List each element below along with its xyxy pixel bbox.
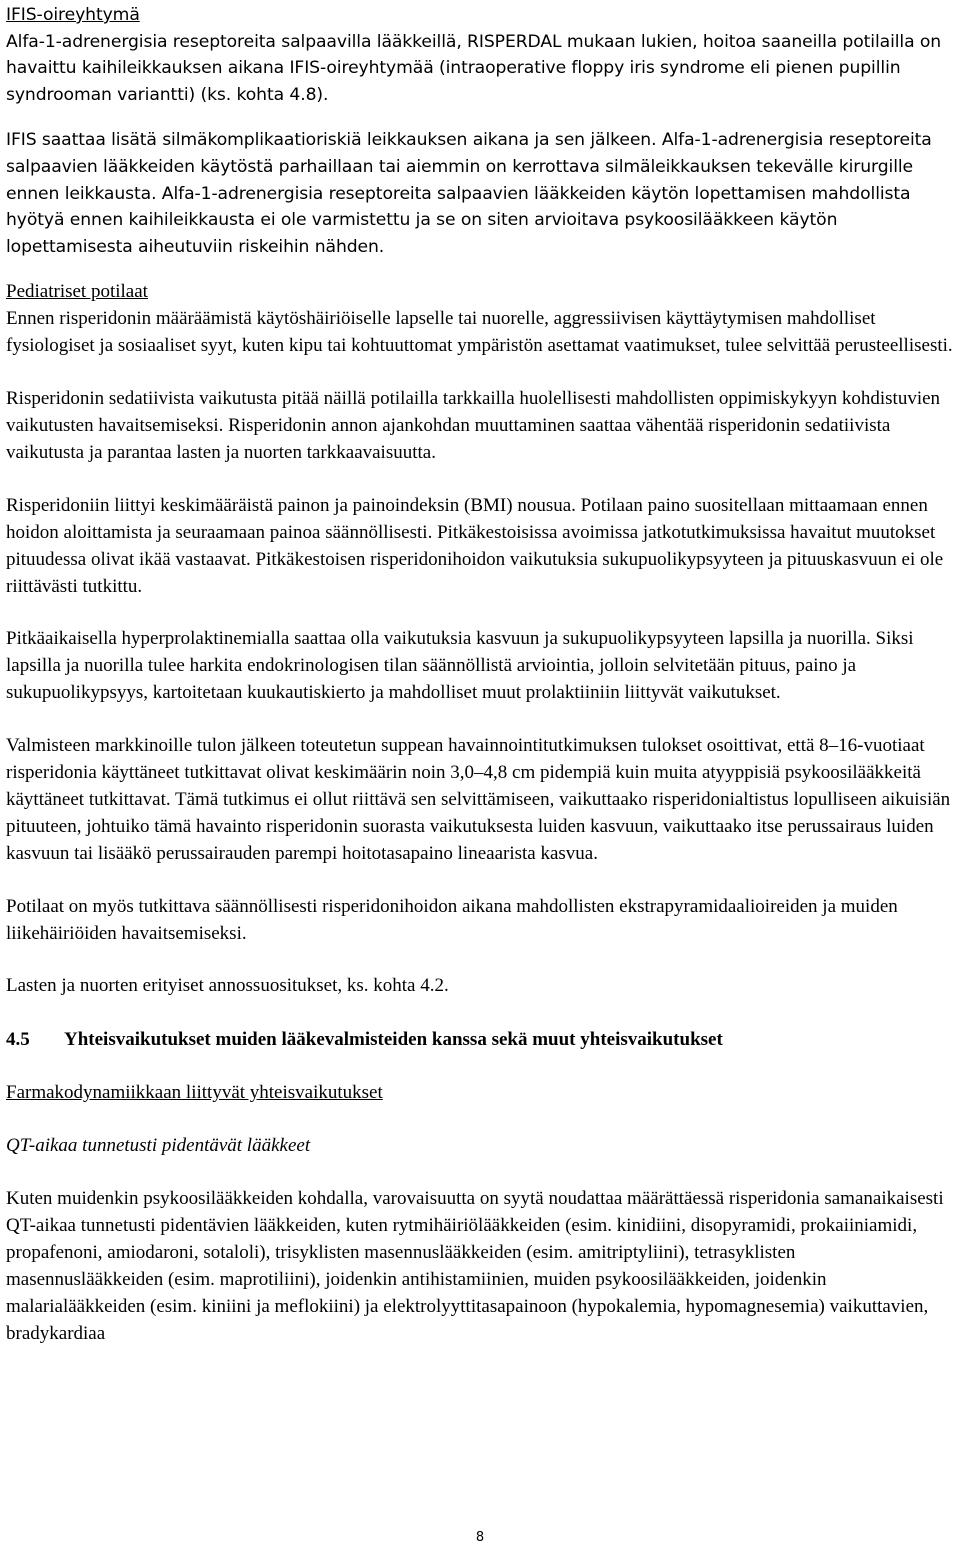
section-4-5-body bbox=[6, 1080, 956, 1347]
pediatric-paragraph-5: Valmisteen markkinoille tulon jälkeen toteutetun suppean havainnointitutkimuksen tulokset osoittivat, että 8–16-vuotiaat risperidonia käyttäneet tutkittavat olivat keskimäärin noin 3,0–4,8 cm pidempiä kuin muita atyyppisiä psykoosilääkkeitä käyttäneet tutkittavat. Tämä tutkimus ei ollut riittävä sen selvittämiseen, vaikuttaako risperidonialtistus lopulliseen aikuisiän pituuteen, johtuiko tämä havainto risperidonin suorasta vaikutuksesta luiden kasvuun, vaikuttaako itse perussairaus luiden kasvuun tai lisääkö perussairauden parempi hoitotasapaino lineaarista kasvua. bbox=[6, 735, 951, 864]
pediatric-paragraph-1: Ennen risperidonin määräämistä käytöshäiriöiselle lapselle tai nuorelle, aggressiivisen käyttäytymisen mahdolliset fysiologiset ja sosiaaliset syyt, kuten kipu tai kohtuuttomat ympäristön asettamat vaatimukset, tulee selvittää perusteellisesti. bbox=[6, 308, 953, 357]
qt-paragraph: Kuten muidenkin psykoosilääkkeiden kohdalla, varovaisuutta on syytä noudattaa määrättäessä risperidonia samanaikaisesti QT-aikaa tunnetusti pidentävien lääkkeiden, kuten rytmihäiriölääkkeiden (esim. kinidiini, disopyramidi, prokaiiniamidi, propafenoni, amiodaroni, sotaloli), trisyklisten masennuslääkkeiden (esim. amitriptyliini), tetrasyklisten masennuslääkkeiden (esim. maprotiliini), joidenkin antihistamiinien, muiden psykoosilääkkeiden, joidenkin malarialääkkeiden (esim. kiniini ja meflokiini) ja elektrolyyttitasapainoon (hypokalemia, hypomagnesemia) vaikuttavien, bradykardiaa bbox=[6, 1188, 944, 1344]
section-number: 4.5 bbox=[6, 1029, 30, 1051]
pediatric-paragraph-3: Risperidoniin liittyi keskimääräistä painon ja painoindeksin (BMI) nousua. Potilaan paino suositellaan mittaamaan ennen hoidon aloittamista ja seuraamaan painoa säännöllisesti. Pitkäkestoisissa avoimissa jatkotutkimuksissa havaitut muutokset pituudessa olivat ikää vastaavat. Pitkäkestoisen risperidonihoidon vaikutuksia sukupuolikypsyyteen ja pituuskasvuun ei ole riittävästi tutkittu. bbox=[6, 494, 944, 597]
pediatric-section bbox=[6, 279, 956, 1000]
page-number: 8 bbox=[475, 1530, 485, 1545]
document-page bbox=[6, 2, 956, 1348]
pharmacodynamic-subheading: Farmakodynamiikkaan liittyvät yhteisvaikutukset bbox=[6, 1082, 383, 1104]
pediatric-paragraph-6: Potilaat on myös tutkittava säännöllisesti risperidonihoidon aikana mahdollisten ekstrapyramidaalioireiden ja muiden liikehäiriöiden havaitsemiseksi. bbox=[6, 895, 898, 944]
section-4-5-heading bbox=[6, 1027, 956, 1054]
qt-subheading: QT-aikaa tunnetusti pidentävät lääkkeet bbox=[6, 1135, 311, 1157]
pediatric-paragraph-4: Pitkäaikaisella hyperprolaktinemialla saattaa olla vaikutuksia kasvuun ja sukupuolikypsyyteen lapsilla ja nuorilla. Siksi lapsilla ja nuorilla tulee harkita endokrinologisen tilan säännöllistä arviointia, jolloin selvitetään pituus, paino ja sukupuolikypsyys, kartoitetaan kuukautiskierto ja mahdolliset muut prolaktiiniin liittyvät vaikutukset. bbox=[6, 628, 914, 704]
ifis-section bbox=[6, 2, 956, 260]
pediatric-heading: Pediatriset potilaat bbox=[6, 281, 148, 303]
ifis-heading: IFIS-oireyhtymä bbox=[6, 5, 140, 25]
pediatric-paragraph-7: Lasten ja nuorten erityiset annossuositukset, ks. kohta 4.2. bbox=[6, 975, 449, 997]
pediatric-paragraph-2: Risperidonin sedatiivista vaikutusta pitää näillä potilailla tarkkailla huolellisesti mahdollisten oppimiskykyyn kohdistuvien vaikutusten havaitsemiseksi. Risperidonin annon ajankohdan muuttaminen saattaa vähentää risperidonin sedatiivista vaikutusta ja parantaa lasten ja nuorten tarkkaavaisuutta. bbox=[6, 388, 941, 463]
section-title: Yhteisvaikutukset muiden lääkevalmisteiden kanssa sekä muut yhteisvaikutukset bbox=[64, 1029, 723, 1051]
ifis-paragraph-2: IFIS saattaa lisätä silmäkomplikaatioriskiä leikkauksen aikana ja sen jälkeen. Alfa-1-adrenergisia reseptoreita salpaavien lääkkeiden käytöstä parhaillaan tai aiemmin on kerrottava silmäleikkauksen tekevälle kirurgille ennen leikkausta. Alfa-1-adrenergisia reseptoreita salpaavien lääkkeiden käytön lopettamisen mahdollista hyötyä ennen kaihileikkausta ei ole varmistettu ja se on siten arvioitava psykoosilääkkeen käytön lopettamisesta aiheutuviin riskeihin nähden. bbox=[6, 130, 932, 257]
ifis-paragraph-1: Alfa-1-adrenergisia reseptoreita salpaavilla lääkkeillä, RISPERDAL mukaan lukien, hoitoa saaneilla potilailla on havaittu kaihileikkauksen aikana IFIS-oireyhtymää (intraoperative floppy iris syndrome eli pienen pupillin syndrooman variantti) (ks. kohta 4.8). bbox=[6, 31, 942, 105]
